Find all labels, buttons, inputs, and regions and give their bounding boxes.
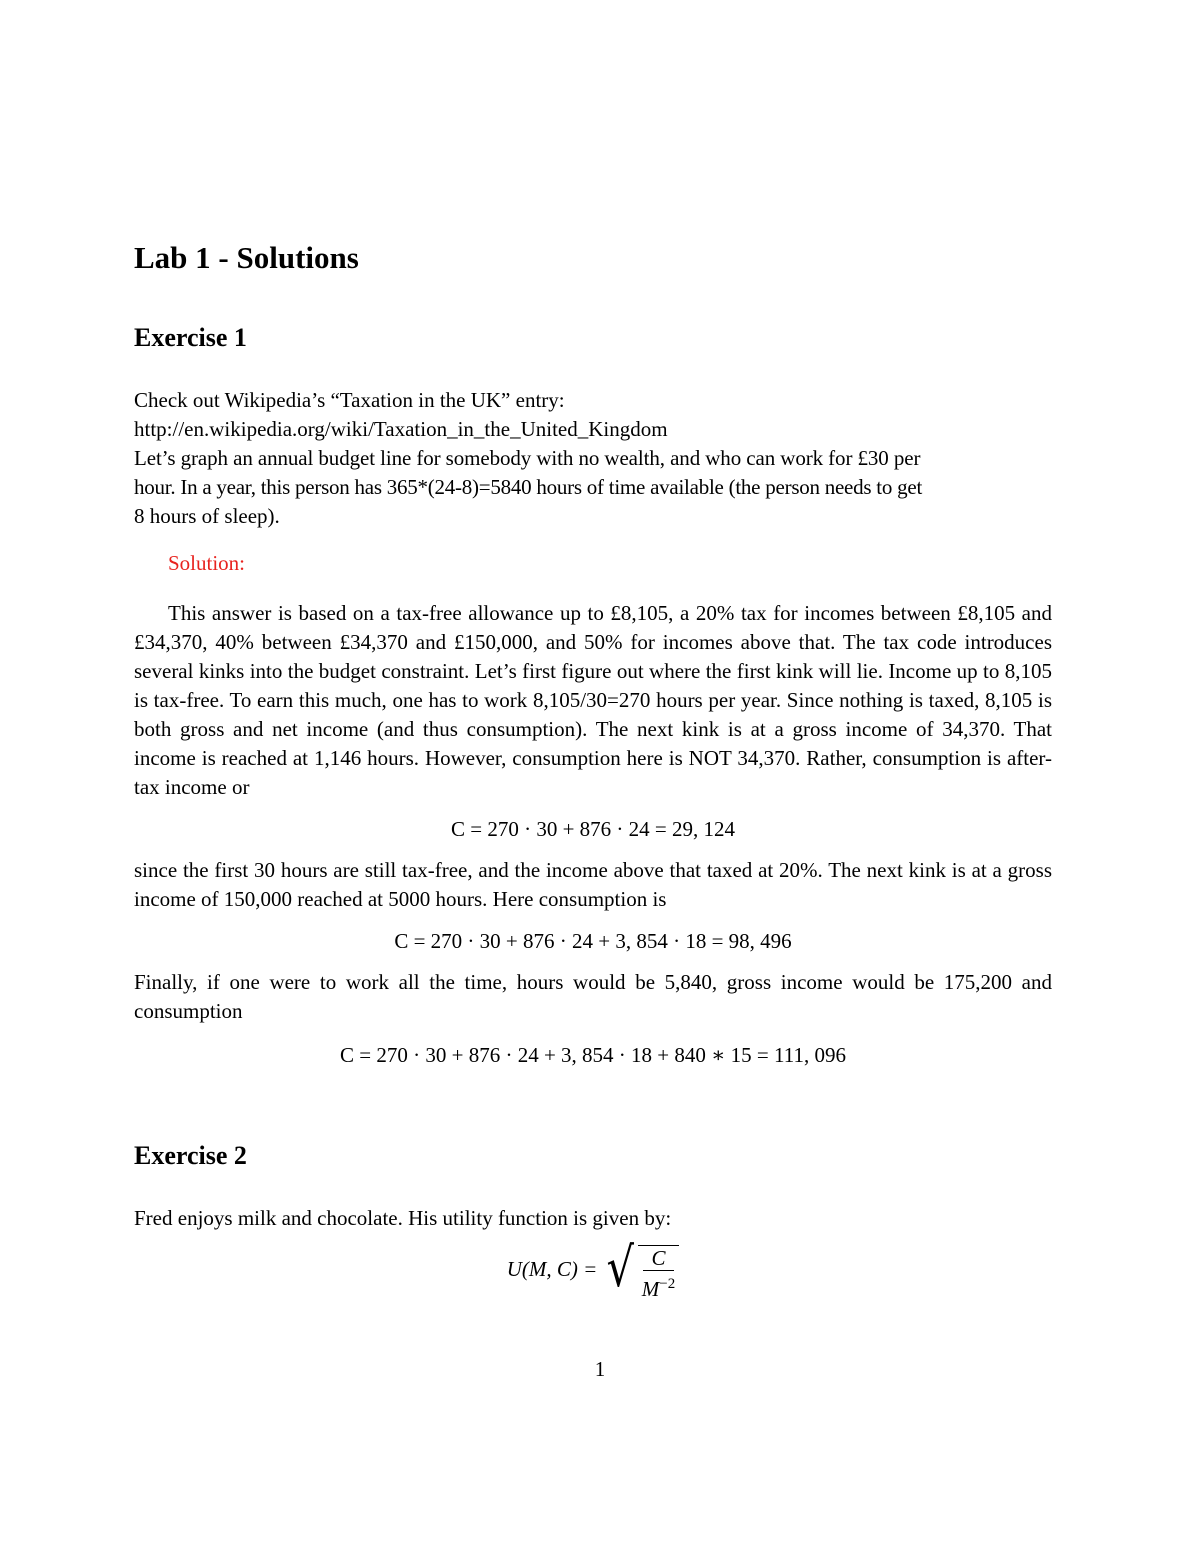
intro-line: Let’s graph an annual budget line for somebody with no wealth, and who can work for £30 per (134, 446, 921, 470)
exercise-2-heading: Exercise 2 (134, 1141, 247, 1170)
exercise-1-heading: Exercise 1 (134, 323, 247, 352)
wikipedia-link[interactable]: http://en.wikipedia.org/wiki/Taxation_in_the_United_Kingdom (134, 417, 668, 441)
denominator-base: M (641, 1277, 660, 1301)
solution-paragraph-3: Finally, if one were to work all the time, hours would be 5,840, gross income would be 175,200 and consumption (134, 970, 1052, 1023)
equation-consumption-kink-3: C = 270 · 30 + 876 · 24 + 3, 854 · 18 = 98, 496 (394, 929, 792, 953)
solution-paragraph-1: This answer is based on a tax-free allowance up to £8,105, a 20% tax for incomes between £8,105 and £34,370, 40% between £34,370 and £150,000, and 50% for incomes above that. The tax code introduces several kinks into the budget constraint. Let’s first figure out where the first kink will lie. Income up to 8,105 is tax-free. To earn this much, one has to work 8,105/30=270 hours per year. Since nothing is taxed, 8,105 is both gross and net income (and thus consumption). The next kink is at a gross income of 34,370. That income is reached at 1,146 hours. However, consumption here is NOT 34,370. Rather, consumption is after-tax income or (134, 601, 1052, 799)
intro-line: hour. In a year, this person has 365*(24-8)=5840 hours of time available (the person needs to get (134, 475, 923, 499)
utility-fraction (638, 1245, 679, 1302)
page-content (134, 236, 1052, 1302)
solution-label: Solution: (168, 551, 246, 575)
equation-consumption-max: C = 270 · 30 + 876 · 24 + 3, 854 · 18 + 840 ∗ 15 = 111, 096 (340, 1043, 846, 1067)
fraction-denominator (642, 1271, 675, 1302)
equation-consumption-kink-2: C = 270 · 30 + 876 · 24 = 29, 124 (450, 817, 736, 841)
exercise-2-intro: Fred enjoys milk and chocolate. His utility function is given by: (134, 1206, 672, 1230)
denominator-exponent: −2 (659, 1276, 676, 1292)
intro-line: Check out Wikipedia’s “Taxation in the UK” entry: (134, 388, 565, 412)
utility-function-equation (134, 1237, 1052, 1302)
page-number: 1 (594, 1357, 606, 1381)
exercise-1-intro (134, 386, 1052, 531)
intro-line: 8 hours of sleep). (134, 504, 280, 528)
sqrt-icon: √ (606, 1236, 635, 1299)
fraction-numerator: C (643, 1246, 673, 1271)
solution-paragraph-2: since the first 30 hours are still tax-free, and the income above that taxed at 20%. The next kink is at a gross income of 150,000 reached at 5000 hours. Here consumption is (134, 858, 1052, 911)
square-root (603, 1237, 679, 1302)
utility-lhs: U(M, C) = (506, 1257, 598, 1281)
document-title: Lab 1 - Solutions (134, 240, 359, 275)
